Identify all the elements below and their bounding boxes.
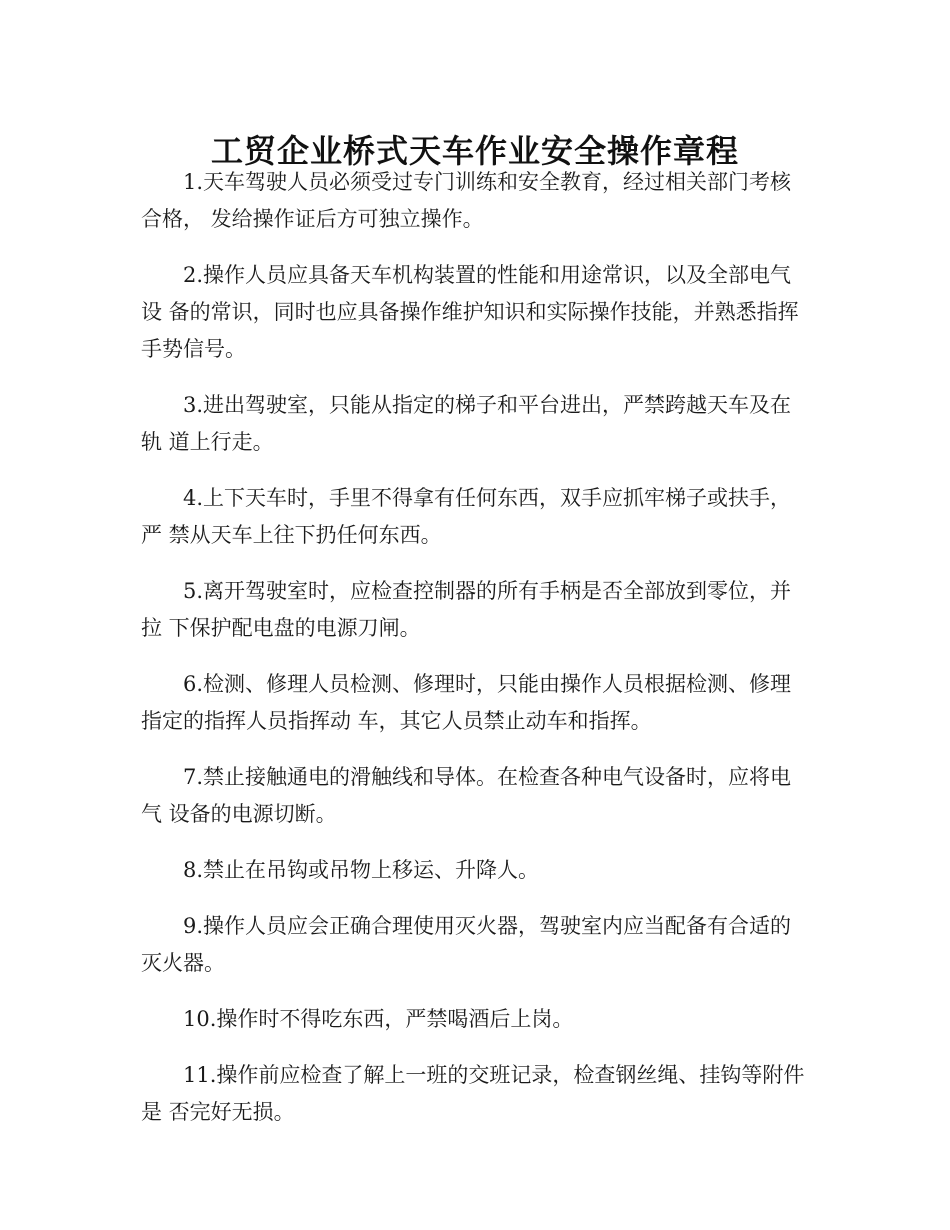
rule-paragraph-6: 6.检测、修理人员检测、修理时，只能由操作人员根据检测、修理指定的指挥人员指挥动 车，其它人员禁止动车和指挥。 <box>141 672 792 733</box>
rule-paragraph-5: 5.离开驾驶室时，应检查控制器的所有手柄是否全部放到零位，并拉 下保护配电盘的电源刀闸。 <box>141 579 792 640</box>
rule-paragraph-7: 7.禁止接触通电的滑触线和导体。在检查各种电气设备时，应将电气 设备的电源切断。 <box>141 765 792 826</box>
rule-paragraph-4: 4.上下天车时，手里不得拿有任何东西，双手应抓牢梯子或扶手，严 禁从天车上往下扔任何东西。 <box>141 486 792 547</box>
rule-paragraph-1: 1.天车驾驶人员必须受过专门训练和安全教育，经过相关部门考核合格， 发给操作证后方可独立操作。 <box>141 170 792 231</box>
rule-paragraph-10: 10.操作时不得吃东西，严禁喝酒后上岗。 <box>183 1007 574 1031</box>
rule-paragraph-11: 11.操作前应检查了解上一班的交班记录，检查钢丝绳、挂钩等附件是 否完好无损。 <box>141 1063 805 1124</box>
document-body <box>141 164 805 1150</box>
rule-paragraph-2: 2.操作人员应具备天车机构装置的性能和用途常识，以及全部电气设 备的常识，同时也应具备操作维护知识和实际操作技能，并熟悉指挥手势信号。 <box>141 263 799 361</box>
rule-paragraph-9: 9.操作人员应会正确合理使用灭火器，驾驶室内应当配备有合适的灭火器。 <box>141 914 792 975</box>
document-title: 工贸企业桥式天车作业安全操作章程 <box>210 132 739 171</box>
rule-paragraph-3: 3.进出驾驶室，只能从指定的梯子和平台进出，严禁跨越天车及在轨 道上行走。 <box>141 393 792 454</box>
rule-paragraph-8: 8.禁止在吊钩或吊物上移运、升降人。 <box>183 858 540 882</box>
